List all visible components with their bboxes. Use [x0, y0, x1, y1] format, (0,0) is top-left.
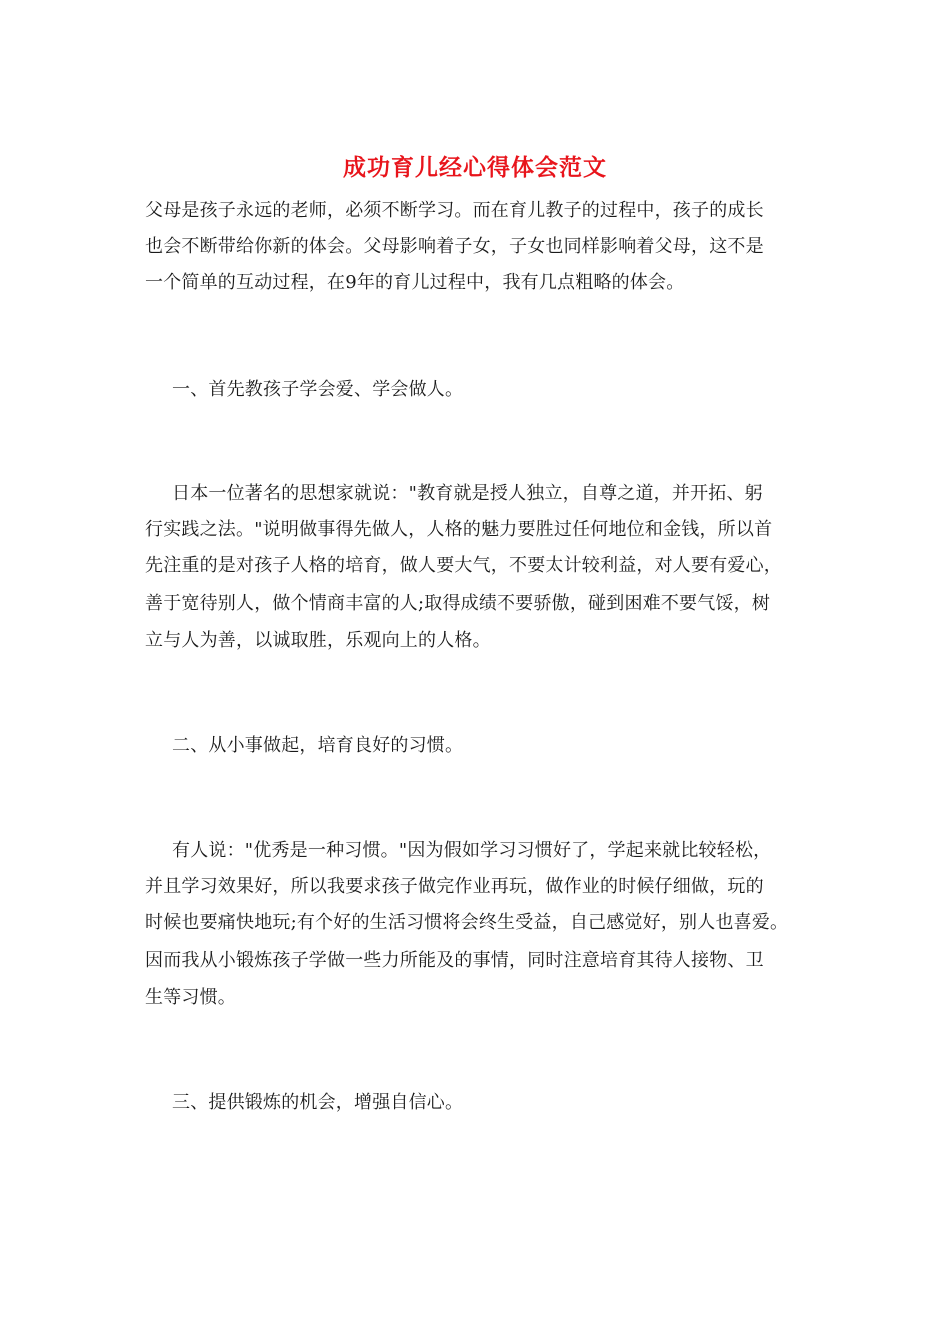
document-title: 成功育儿经心得体会范文 [343, 154, 607, 181]
para2-line-4: 因而我从小锻炼孩子学做一些力所能及的事情，同时注意培育其待人接物、卫 [145, 950, 764, 971]
para2-line-1: 有人说："优秀是一种习惯。"因为假如学习习惯好了，学起来就比较轻松， [172, 840, 772, 861]
para1-line-1: 日本一位著名的思想家就说："教育就是授人独立，自尊之道，并开拓、躬 [172, 483, 763, 504]
para1-line-3: 先注重的是对孩子人格的培育，做人要大气，不要太计较利益，对人要有爱心， [145, 555, 782, 576]
section-heading-1: 一、首先教孩子学会爱、学会做人。 [172, 379, 464, 400]
intro-line-3: 一个简单的互动过程，在9年的育儿过程中，我有几点粗略的体会。 [145, 272, 685, 293]
para2-line-3: 时候也要痛快地玩;有个好的生活习惯将会终生受益，自己感觉好，别人也喜爱。 [145, 912, 789, 933]
section-heading-2: 二、从小事做起，培育良好的习惯。 [172, 735, 464, 756]
intro-line-2: 也会不断带给你新的体会。父母影响着子女，子女也同样影响着父母，这不是 [145, 236, 764, 257]
para2-line-5: 生等习惯。 [145, 987, 236, 1008]
section-heading-3: 三、提供锻炼的机会，增强自信心。 [172, 1092, 464, 1113]
para1-line-2: 行实践之法。"说明做事得先做人，人格的魅力要胜过任何地位和金钱，所以首 [145, 519, 773, 540]
para2-line-2: 并且学习效果好，所以我要求孩子做完作业再玩，做作业的时候仔细做，玩的 [145, 876, 764, 897]
para1-line-4: 善于宽待别人，做个情商丰富的人;取得成绩不要骄傲，碰到困难不要气馁，树 [145, 593, 771, 614]
intro-line-1: 父母是孩子永远的老师，必须不断学习。而在育儿教子的过程中，孩子的成长 [145, 200, 764, 221]
para1-line-5: 立与人为善，以诚取胜，乐观向上的人格。 [145, 630, 491, 651]
